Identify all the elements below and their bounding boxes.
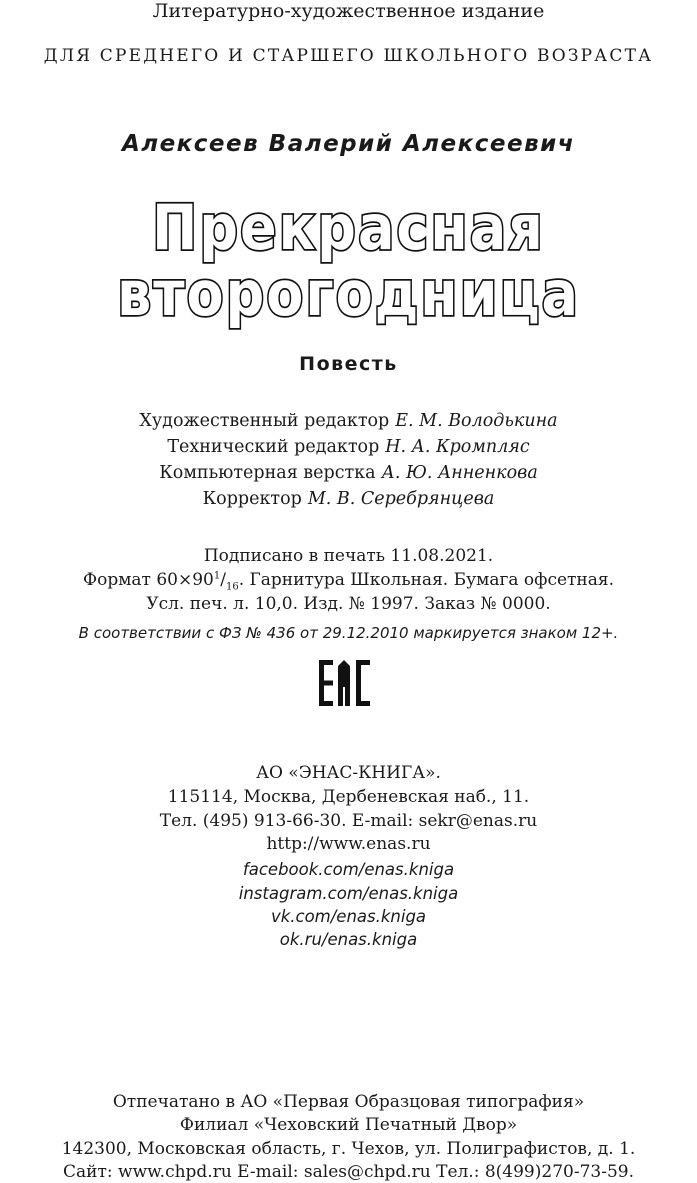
credit-person: А. Ю. Анненкова [381, 463, 538, 483]
credit-line [0, 463, 697, 483]
credit-person: Н. А. Кромпляс [385, 437, 530, 457]
credit-role: Компьютерная верстка [159, 463, 376, 483]
publisher-address: 115114, Москва, Дербеневская наб., 11. [167, 787, 530, 807]
credit-role: Художественный редактор [139, 411, 390, 431]
printer-name: Отпечатано в АО «Первая Образцовая типография» [112, 1092, 585, 1112]
social-link-instagram[interactable]: instagram.com/enas.kniga [238, 884, 459, 903]
credit-role: Корректор [202, 489, 302, 509]
format-suffix: . Гарнитура Школьная. Бумага офсетная. [238, 570, 615, 590]
audience-label: ДЛЯ СРЕДНЕГО И СТАРШЕГО ШКОЛЬНОГО ВОЗРАСТА [43, 46, 654, 66]
print-sheets-line: Усл. печ. л. 10,0. Изд. № 1997. Заказ № 0000. [146, 594, 551, 614]
book-title-line-2: второгодница [117, 257, 580, 330]
publisher-contacts: Тел. (495) 913-66-30. E-mail: sekr@enas.ru [159, 811, 538, 831]
genre-label: Повесть [299, 353, 398, 375]
age-notice: В соответствии с ФЗ № 436 от 29.12.2010 маркируется знаком 12+. [78, 624, 619, 642]
eac-mark-icon [319, 660, 371, 706]
printer-address: 142300, Московская область, г. Чехов, ул. Полиграфистов, д. 1. [61, 1139, 636, 1159]
printer-contacts: Сайт: www.chpd.ru E-mail: sales@chpd.ru Тел.: 8(499)270-73-59. [63, 1162, 634, 1182]
edition-type: Литературно-художественное издание [152, 0, 545, 22]
format-slash: / [220, 570, 226, 590]
credit-line [0, 489, 697, 509]
signed-to-print: Подписано в печать 11.08.2021. [203, 546, 494, 566]
credit-role: Технический редактор [167, 437, 380, 457]
social-link-facebook[interactable]: facebook.com/enas.kniga [242, 860, 455, 879]
credit-person: М. В. Серебрянцева [307, 489, 495, 509]
printer-branch: Филиал «Чеховский Печатный Двор» [179, 1115, 518, 1135]
publisher-website-link[interactable]: http://www.enas.ru [266, 834, 431, 854]
social-link-ok[interactable]: ok.ru/enas.kniga [279, 930, 418, 949]
format-sub: 16 [225, 581, 239, 593]
credit-person: Е. М. Володькина [395, 411, 558, 431]
book-title-line-1: Прекрасная [152, 191, 545, 264]
social-link-vk[interactable]: vk.com/enas.kniga [270, 907, 427, 926]
format-sup: 1 [213, 570, 221, 582]
credit-line [0, 411, 697, 431]
format-line [0, 570, 697, 592]
format-prefix: Формат 60×90 [82, 570, 214, 590]
author-name: Алексеев Валерий Алексеевич [121, 131, 576, 157]
credit-line [0, 437, 697, 457]
publisher-name: АО «ЭНАС-КНИГА». [256, 763, 441, 783]
